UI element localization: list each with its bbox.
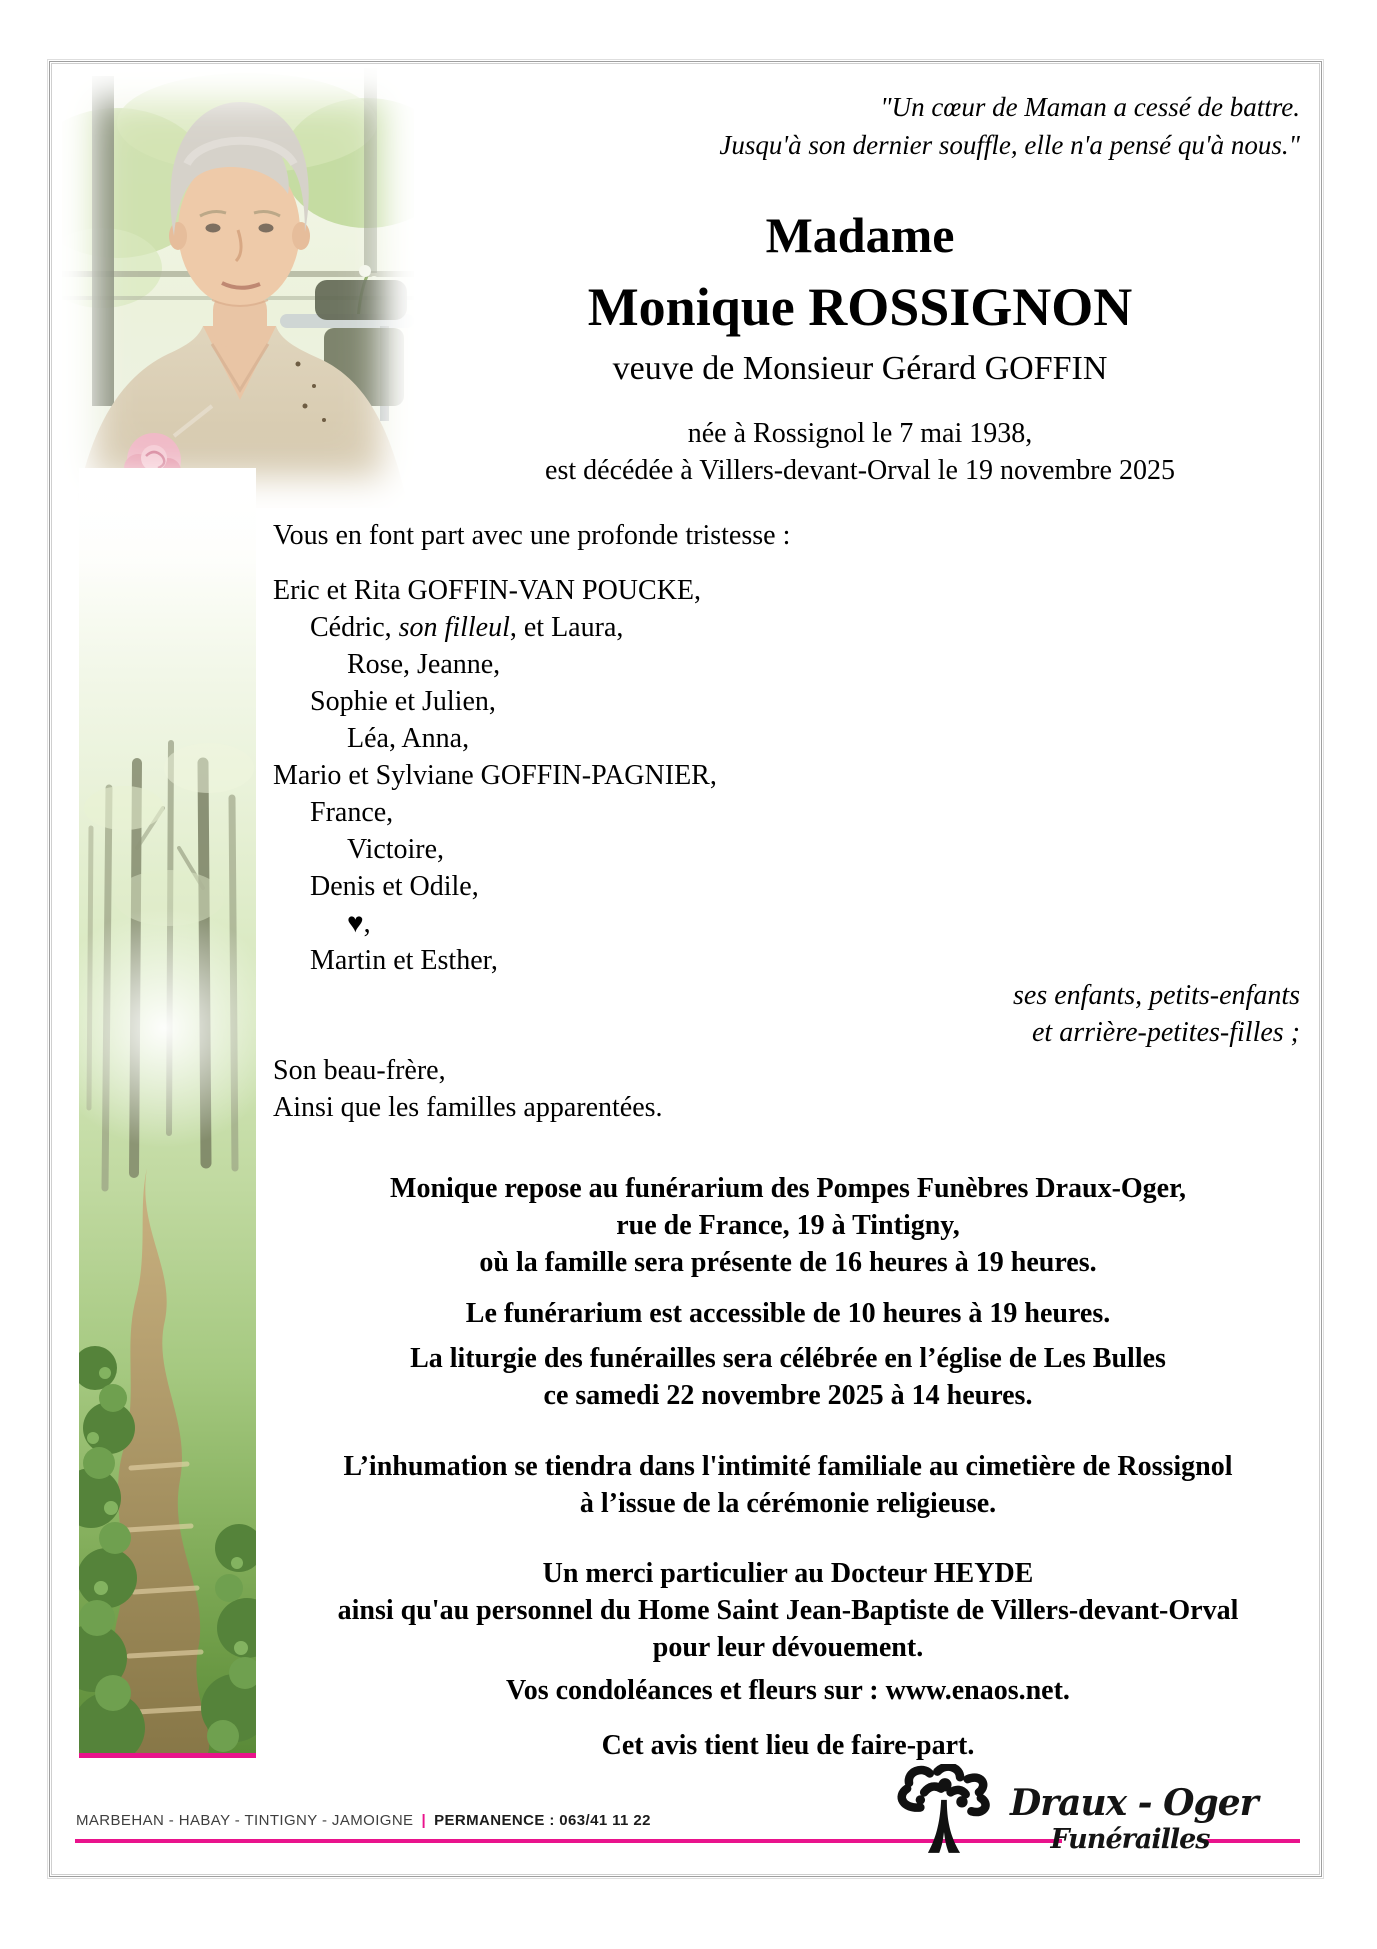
- notice-paragraph: Cet avis tient lieu de faire-part.: [601, 1730, 975, 1761]
- notice-paragraph: Un merci particulier au Docteur HEYDE ainsi qu'au personnel du Home Saint Jean-Baptiste de Villers-devant-Orval pour leur dévouement.: [337, 1558, 1239, 1663]
- family-line: Eric et Rita GOFFIN-VAN POUCKE,: [273, 575, 702, 606]
- family-line: France,: [310, 797, 394, 828]
- family-line: Mario et Sylviane GOFFIN-PAGNIER,: [273, 760, 717, 791]
- footer-separator: |: [421, 1812, 427, 1829]
- birth-line: née à Rossignol le 7 mai 1938,: [687, 418, 1033, 449]
- notice-paragraph: L’inhumation se tiendra dans l'intimité familiale au cimetière de Rossignol à l’issue de la cérémonie religieuse.: [343, 1451, 1233, 1519]
- quote-line-1: "Un cœur de Maman a cessé de battre.: [880, 92, 1300, 122]
- death-line: est décédée à Villers-devant-Orval le 19 novembre 2025: [545, 455, 1175, 486]
- footer-permanence: PERMANENCE : 063/41 11 22: [434, 1812, 651, 1829]
- family-line: Léa, Anna,: [347, 723, 470, 754]
- closing-line-1: Son beau-frère,: [273, 1055, 446, 1086]
- logo-name: Draux - Oger: [1010, 1782, 1258, 1824]
- logo-subtitle: Funérailles: [1050, 1824, 1210, 1855]
- credits-line-1: ses enfants, petits-enfants: [1013, 980, 1300, 1011]
- family-line: Denis et Odile,: [310, 871, 479, 902]
- quote-line-2: Jusqu'à son dernier souffle, elle n'a pensé qu'à nous.": [719, 130, 1300, 160]
- family-line: Cédric, son filleul, et Laura,: [310, 612, 624, 643]
- family-line: Martin et Esther,: [310, 945, 498, 976]
- notice-paragraph: Monique repose au funérarium des Pompes Funèbres Draux-Oger, rue de France, 19 à Tintigny, où la famille sera présente de 16 heures à 19 heures.: [390, 1173, 1186, 1278]
- notice-paragraph: La liturgie des funérailles sera célébrée en l’église de Les Bulles ce samedi 22 novembre 2025 à 14 heures.: [410, 1343, 1166, 1411]
- notice-paragraph: Le funérarium est accessible de 10 heures à 19 heures.: [465, 1298, 1111, 1329]
- deceased-name: Monique ROSSIGNON: [587, 277, 1133, 337]
- family-line: Rose, Jeanne,: [347, 649, 501, 680]
- family-line: Victoire,: [347, 834, 445, 865]
- credits-line-2: et arrière-petites-filles ;: [1032, 1017, 1300, 1048]
- logo-tree-icon: [892, 1764, 996, 1862]
- footer-contact-line: [76, 1812, 651, 1829]
- family-line: ♥,: [347, 908, 371, 939]
- family-line: Sophie et Julien,: [310, 686, 496, 717]
- title-madame: Madame: [765, 207, 955, 263]
- footer-locations: MARBEHAN - HABAY - TINTIGNY - JAMOIGNE: [76, 1812, 414, 1829]
- notice-paragraph: Vos condoléances et fleurs sur : www.enaos.net.: [506, 1675, 1070, 1706]
- closing-line-2: Ainsi que les familles apparentées.: [273, 1092, 663, 1123]
- widow-line: veuve de Monsieur Gérard GOFFIN: [612, 350, 1108, 387]
- announcement-intro: Vous en font part avec une profonde tristesse :: [273, 520, 791, 551]
